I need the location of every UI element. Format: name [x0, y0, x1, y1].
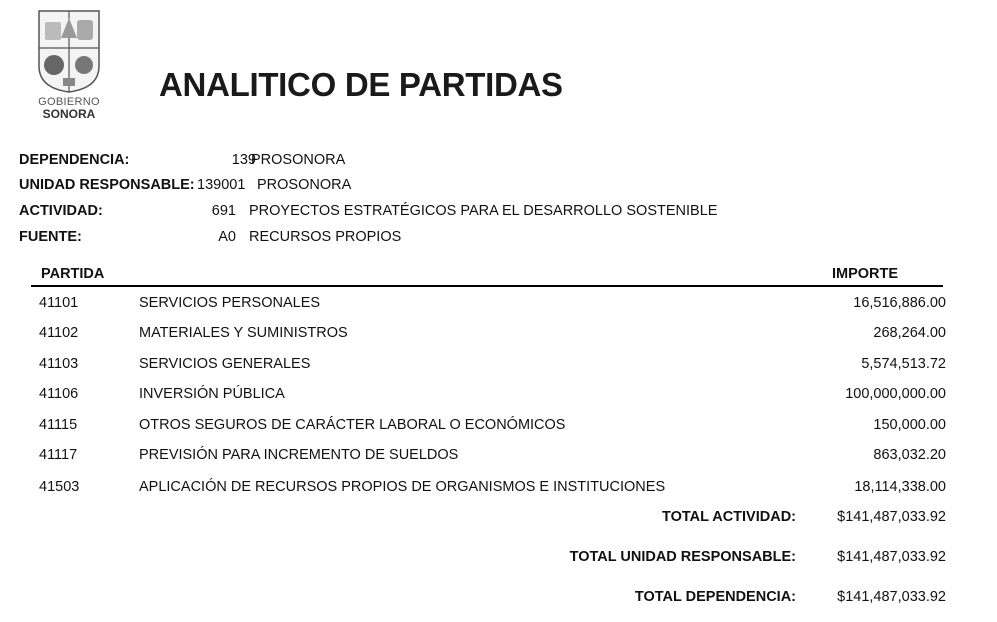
total-dependencia: [0, 589, 997, 611]
total-value: $141,487,033.92: [837, 589, 946, 605]
column-header-importe: IMPORTE: [832, 266, 899, 282]
header-rule: [31, 285, 943, 287]
partida-code: 41106: [39, 386, 79, 402]
total-value: $141,487,033.92: [837, 549, 946, 565]
partida-amount: 5,574,513.72: [861, 356, 946, 372]
partida-desc: PREVISIÓN PARA INCREMENTO DE SUELDOS: [139, 447, 459, 463]
partida-desc: APLICACIÓN DE RECURSOS PROPIOS DE ORGANISMOS E INSTITUCIONES: [139, 479, 666, 495]
table-row: [0, 417, 997, 439]
total-label: TOTAL DEPENDENCIA:: [634, 589, 796, 605]
partida-amount: 16,516,886.00: [853, 295, 946, 311]
partida-amount: 18,114,338.00: [854, 479, 946, 495]
table-row: [0, 295, 997, 317]
meta-desc: PROSONORA: [251, 152, 346, 168]
total-value: $141,487,033.92: [837, 509, 946, 525]
table-row: [0, 386, 997, 408]
table-row: [0, 447, 997, 469]
meta-label: ACTIVIDAD:: [19, 203, 103, 219]
logo-text-gobierno: GOBIERNO: [38, 96, 100, 108]
partida-amount: 100,000,000.00: [845, 386, 946, 402]
partida-amount: 863,032.20: [873, 447, 946, 463]
table-row: [0, 325, 997, 347]
total-label: TOTAL UNIDAD RESPONSABLE:: [569, 549, 796, 565]
meta-code: 139001: [197, 177, 246, 193]
partida-desc: SERVICIOS GENERALES: [139, 356, 311, 372]
table-row: [0, 479, 997, 501]
total-unidad-responsable: [0, 549, 997, 571]
total-actividad: [0, 509, 997, 531]
meta-desc: RECURSOS PROPIOS: [249, 229, 402, 245]
total-label: TOTAL ACTIVIDAD:: [662, 509, 796, 525]
partida-code: 41103: [39, 356, 79, 372]
logo-text-sonora: SONORA: [42, 107, 96, 121]
column-header-partida: PARTIDA: [41, 266, 105, 282]
coat-of-arms-icon: [29, 8, 109, 94]
partida-desc: MATERIALES Y SUMINISTROS: [139, 325, 348, 341]
partida-desc: SERVICIOS PERSONALES: [139, 295, 321, 311]
partida-desc: OTROS SEGUROS DE CARÁCTER LABORAL O ECONÓMICOS: [139, 417, 566, 433]
partida-amount: 268,264.00: [873, 325, 946, 341]
meta-label: UNIDAD RESPONSABLE:: [19, 177, 195, 193]
meta-code: 691: [211, 203, 236, 219]
meta-desc: PROYECTOS ESTRATÉGICOS PARA EL DESARROLLO SOSTENIBLE: [249, 203, 718, 219]
partida-desc: INVERSIÓN PÚBLICA: [139, 386, 285, 402]
partida-code: 41101: [39, 295, 79, 311]
partida-code: 41115: [39, 417, 78, 433]
gobierno-de-sonora-logo: [29, 8, 109, 126]
table-row: [0, 356, 997, 378]
partida-code: 41503: [39, 479, 80, 495]
meta-label: FUENTE:: [19, 229, 82, 245]
partida-code: 41117: [39, 447, 78, 463]
meta-label: DEPENDENCIA:: [19, 152, 130, 168]
meta-desc: PROSONORA: [257, 177, 352, 193]
partida-code: 41102: [39, 325, 79, 341]
meta-code: 139: [231, 152, 256, 168]
page-title: ANALITICO DE PARTIDAS: [159, 66, 563, 103]
meta-code: A0: [218, 229, 236, 245]
partida-amount: 150,000.00: [873, 417, 946, 433]
